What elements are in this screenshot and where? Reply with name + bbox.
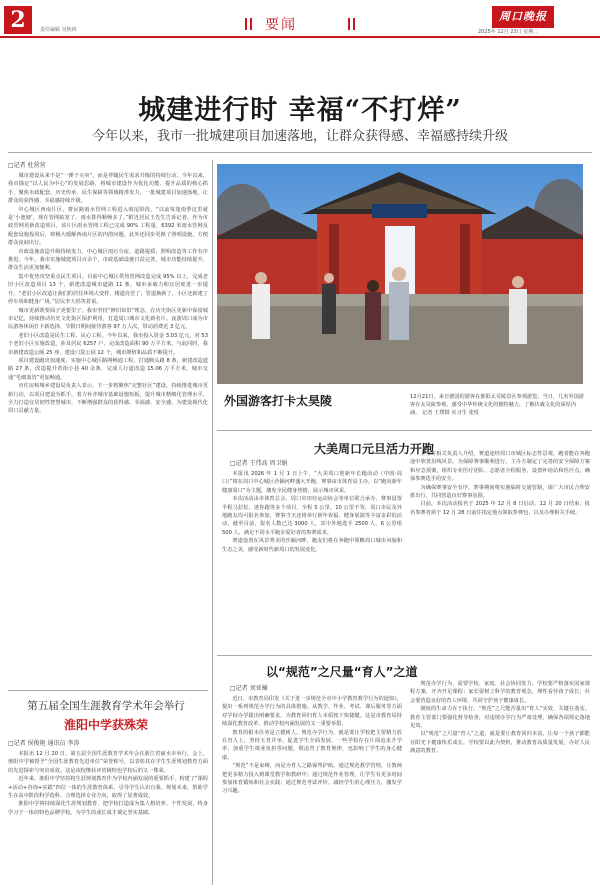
article1-paragraph: 中心城区西南片区，曹民路雨水管网工程进入收尾阶段，“以前每逢雨季这里就是‘小池塘’，现在管网拓宽了，雨水排得顺畅多了。”附近居民王先生告诉记者。作为市政管网更新改造项目，该片区雨水管网工程已完成 90% 工程量，6392 米雨水管网及配套设施投用后，将极大缓解西南片区的内涝问题，此外还同步更换了照明设施，方便群众夜间出行。 [8, 206, 208, 247]
photo-caption-title: 外国游客打卡太昊陵 [224, 394, 333, 408]
article4-title: 第五届全国生涯教育学术年会举行 [27, 700, 185, 712]
article1-paragraph: 市政设施改造升级持续发力，中心城区雨污分流、道路提质、照明改造等工作有序推进。今年，我市实施城建项目百余个，市政基础设施日益完善，城市功能持续提升，群众生活更加便利。 [8, 248, 208, 272]
article2-paragraph: 为确保赛事安全有序，赛事期间将实施临时交通管制，请广大市民合理安排出行，共同营造良好赛事氛围。 [410, 484, 590, 500]
article3-paragraph: 以“规范”之尺量“育人”之道，就是要让教育回归本真，让每一个孩子都能在阳光下健康快乐成长。学校要以此为契机，推动教育高质量发展，办好人民满意的教育。 [410, 731, 590, 755]
masthead-rule [0, 36, 600, 38]
page-number: 2 [4, 6, 32, 34]
main-subheadline: 今年以来，我市一批城建项目加速落地，让群众获得感、幸福感持续升级 [91, 129, 508, 144]
column-divider [212, 160, 213, 885]
temple-photo [217, 164, 583, 384]
article3-paragraph: 近日，市教育局印发《关于进一步规范全市中小学教育教学行为的通知》，提出一系列规范办学行为的具体措施。从教学、作业、考试、课后服务等方面对学校办学提出明确要求，为教育回归育人本质按下快捷键。这是市教育局持续深化教育改革、推动学校内涵发展的又一重要举措。 [222, 696, 402, 728]
article2-body-left [222, 470, 402, 650]
article2-title: 大美周口元旦活力开跑 [314, 442, 435, 456]
section-ornament [245, 14, 355, 34]
article1-paragraph: 集中优势攻坚重点民生项目。目前中心城区供热管网改造完成 95% 以上，完成老旧小区改造项目 13 个，新建改造城市道路 11 条，城市承载力和宜居度进一步提升。“老旧小区改造让我们的居住环境大变样，楼道亮堂了，管道换新了，小区还新建了停车场和健身广场。”居民李大妈笑着说。 [8, 273, 208, 306]
article2-paragraph: 目前，本次活动报名于 2025 年 12 月 8 日启动，12 月 20 日结束，报名参赛者须于 12 月 28 日前往指定地点领取参赛包，以及办理相关手续。 [410, 501, 590, 516]
section-name: 要闻 [265, 17, 297, 33]
article1-paragraph: 城市更新既要面子更要里子。我市坚持“修旧如旧”理念，在历史街区更新中保留城市记忆，持续推动历史文化街区保护利用，打造周口城市文化新名片。夜游周口成为市民游客休闲打卡新选择，节假日期间接待游客 97 万人次，带动消费近 3 亿元。 [8, 307, 208, 331]
article3-title: 以“规范”之尺量“育人”之道 [266, 665, 418, 679]
article3-paragraph: 教育的根本任务是立德树人。规范办学行为，就是要让学校把主要精力放在育人上，坚持五育并举，促进学生全面发展。一些学校存在片面追求升学率、加重学生课业负担等问题，既违背了教育规律，也影响了学生的身心健康。 [222, 729, 402, 761]
article2-rule [217, 655, 592, 656]
article2-paragraph: 本报讯 2026 年 1 月 1 日上午，“大美周口迎新年长跑活动（中国·周口）”将在周口中心城区沙颍河畔盛大开跑。赛事由市体育局主办，以“跑向新年 健康周口”为主题，激发全民健身热情，展示城市风采。 [222, 471, 402, 494]
article2-paragraph: 赛道设置在风景秀美的沙颍河畔，跑友们将在奔跑中领略周口城市风貌和生态之美，感受新时代新周口的发展变化。 [222, 538, 402, 553]
article2-byline: □记者 王伟高 周卫娟 [230, 460, 288, 467]
issue-date: 2025年 12月 23日 星期二 [478, 29, 539, 35]
headline-rule [8, 152, 592, 153]
article3-paragraph: 制度的生命力在于执行。“规范”之尺能否量出“育人”实效，关键在落实。教育主管部门要强化督导检查，对违规办学行为严肃处理，确保各项规定落地见效。 [410, 706, 590, 730]
article1-body [8, 172, 208, 684]
article4-subtitle: 淮阳中学获殊荣 [63, 718, 148, 732]
newspaper-logo: 周口晚报 [492, 6, 554, 28]
article4-paragraph: 本报讯 12 月 20 日，第五届全国生涯教育学术年会在浙江省丽水市举行。会上，淮阳中学被授予“全国生涯教育先进单位”荣誉称号，以表彰其在学生生涯规划教育方面的先进探索与突出成效。这是该校继获评省级特色学校后的又一殊荣。 [8, 751, 208, 774]
article1-paragraph: 城市建设从来不是“一锤子买卖”，而是伴随民生需求升级的持续行动。今年以来，我市锚定“以人民为中心”的发展思路，将城市建设作为优化功能、提升品质的核心抓手，聚焦市政配套、历史传承、民生保障等领域精准发力，一批城建项目加速落地，让群众的获得感、幸福感持续升级。 [8, 173, 208, 205]
article1-paragraph: 项目建设跑出加速度，实施中心城区路网畅通工程，打通断头路 8 条，新建改造道路 27 条，改造提升背街小巷 40 余条，完成人行道改造 15.06 万平方米，城市交通“毛细血管”更加畅通。 [8, 357, 208, 381]
photo-rule [217, 430, 592, 431]
article1-byline: □记者 杜营营 [8, 162, 46, 169]
article2-paragraph: 本次活动由市体育总会、周口市田径运动协会等单位联合承办，赛事设置半程马拉松、迷你跑等多个项目，全程 5 公里、10 公里不等，周口市民及外地跑友均可报名参加，赛事当天还将举行新年祝福、健身展演等丰富多彩的活动。截至目前，报名人数已达 3000 人，其中外地选手 2500 人、6 公里组 500 人，满足不同水平跑步爱好者的参赛需求。 [222, 496, 402, 536]
photo-caption-text: 12月21日，来自德国的游客在淮阳太昊陵景区参观游览。当日，几名外国游客在太昊陵参观，感受中华传统文化的独特魅力，了解伏羲文化的深厚内涵。 记者 王璞摄 实习生 张悦 [410, 394, 585, 416]
article3-byline: □记者 刘亚楠 [230, 685, 268, 692]
article1-paragraph: 市住房和城乡建设局负责人表示，下一步将聚焦“完整社区”建设，持续推进城市更新行动，以项目建设为抓手，着力补齐城市基础设施短板，提升城市精细化管理水平，全力打造宜居韧性智慧城市，不断增强群众的获得感、幸福感、安全感，为建设现代化周口贡献力量。 [8, 383, 208, 415]
article2-paragraph: 主办方相关负责人介绍，赛道途经周口市城区标志性景观，跑者能在奔跑途中欣赏沿线风景。为保障赛事顺利进行，主办方制定了完善的安全保障方案和应急预案，组织专业医疗团队、志愿者全程服务，设置补给站和医疗点，确保参赛选手的安全。 [410, 451, 590, 483]
article4-rule [8, 690, 208, 691]
article2-body-right [410, 450, 590, 650]
article3-paragraph: “规范”不是束缚，而是为育人之路保驾护航。通过规范教学管理，让教师把更多精力投入到课堂教学和教研中；通过规范作业管理，让学生有更多时间参加体育锻炼和社会实践；通过规范考试评价，减轻学生的心理压力，激发学习兴趣。 [222, 763, 402, 795]
article4-paragraph: 淮阳中学将持续深化生涯规划教育，把学校打造成为集人格培养、个性发展、终身学习于一体的特色品牌学校，为学生的成长成才奠定坚实基础。 [8, 801, 208, 816]
main-headline: 城建进行时 幸福“不打烊” [138, 95, 462, 126]
article3-paragraph: 规范办学行为，需要学校、家庭、社会协同发力。学校要严格落实国家课程方案，开齐开足课程；家长要树立科学的教育观念，理性看待孩子成长；社会要营造良好的育人环境，共同守护孩子健康成长。 [410, 681, 590, 704]
article4-paragraph: 近年来，淮阳中学坚持将生涯规划教育作为学校内涵发展的重要抓手，构建了“课程+活动+咨询+实践”四位一体的生涯教育体系，引导学生认识自我、规划未来，帮助学生在高中阶段科学选科、合理选择专业方向，取得了显著成效。 [8, 776, 208, 800]
article1-paragraph: 老旧小区改造是民生工程、民心工程。今年以来，我市投入资金 3.03 亿元，对 53 个老旧小区实施改造，涉及居民 6257 户，完成改造面积 90 万平方米。与此同时，我市新建改造公厕 25 座，建设口袋公园 12 个，城市颜值和品质不断提升。 [8, 332, 208, 356]
editors-line: 责任编辑 吴秋林 [40, 27, 77, 33]
article4-byline: □记者 侯俊艳 通讯员 李涛 [8, 740, 80, 747]
article3-body-left [222, 695, 402, 885]
article4-body [8, 750, 208, 885]
article3-body-right [410, 680, 590, 885]
